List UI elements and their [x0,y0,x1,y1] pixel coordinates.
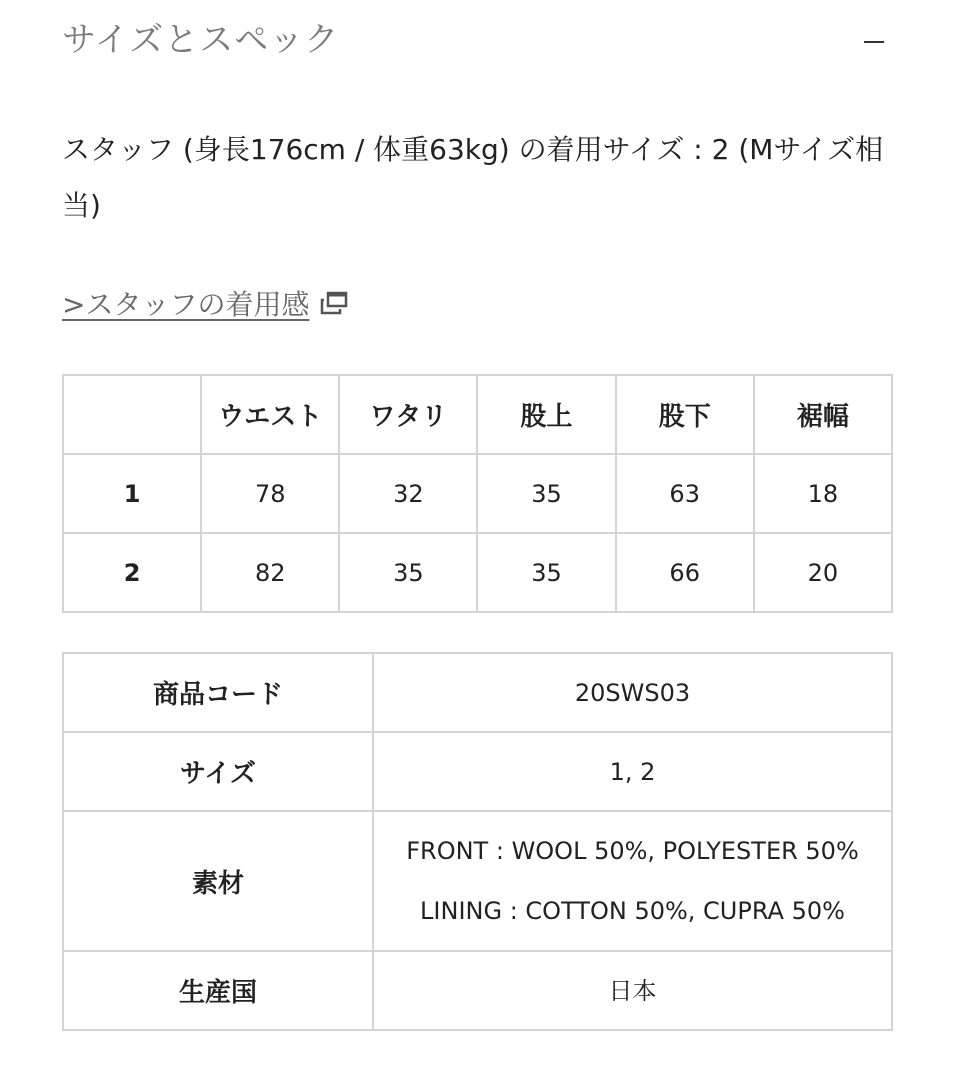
spec-value-country: 日本 [373,951,892,1030]
spec-row-sizes [63,732,892,811]
table-cell: 20 [754,533,892,612]
column-header-thigh: ワタリ [339,375,477,454]
table-cell: 63 [616,454,754,533]
spec-table [62,652,893,1031]
section-title: サイズとスペック [62,20,340,60]
size-label: 1 [63,454,201,533]
spec-label-country: 生産国 [63,951,373,1030]
spec-row-country [63,951,892,1030]
minus-icon [864,41,884,43]
spec-value-material [373,811,892,951]
material-front: FRONT : WOOL 50%, POLYESTER 50% [406,837,859,865]
table-row [63,533,892,612]
collapse-button[interactable] [856,24,892,60]
table-cell: 35 [477,454,615,533]
column-header-waist: ウエスト [201,375,339,454]
staff-fit-link-label[interactable]: >スタッフの着用感 [62,288,310,321]
staff-fit-link[interactable] [62,278,349,328]
table-row [63,454,892,533]
spec-label-sizes: サイズ [63,732,373,811]
table-cell: 32 [339,454,477,533]
table-cell: 82 [201,533,339,612]
staff-fit-note: スタッフ (身長176cm / 体重63kg) の着用サイズ : 2 (Mサイズ相当) [62,133,884,222]
spec-value-product-code: 20SWS03 [373,653,892,732]
section-header [62,14,892,66]
size-table [62,374,893,613]
table-cell: 35 [339,533,477,612]
spec-label-material: 素材 [63,811,373,951]
spec-row-material [63,811,892,951]
column-header-inseam: 股下 [616,375,754,454]
size-table-corner-cell [63,375,201,454]
size-table-header-row [63,375,892,454]
spec-row-product-code [63,653,892,732]
spec-value-sizes: 1, 2 [373,732,892,811]
table-cell: 35 [477,533,615,612]
table-cell: 18 [754,454,892,533]
size-label: 2 [63,533,201,612]
column-header-hem-width: 裾幅 [754,375,892,454]
table-cell: 78 [201,454,339,533]
table-cell: 66 [616,533,754,612]
column-header-rise: 股上 [477,375,615,454]
spec-label-product-code: 商品コード [63,653,373,732]
external-window-icon [319,290,349,316]
material-lining: LINING : COTTON 50%, CUPRA 50% [420,897,845,925]
